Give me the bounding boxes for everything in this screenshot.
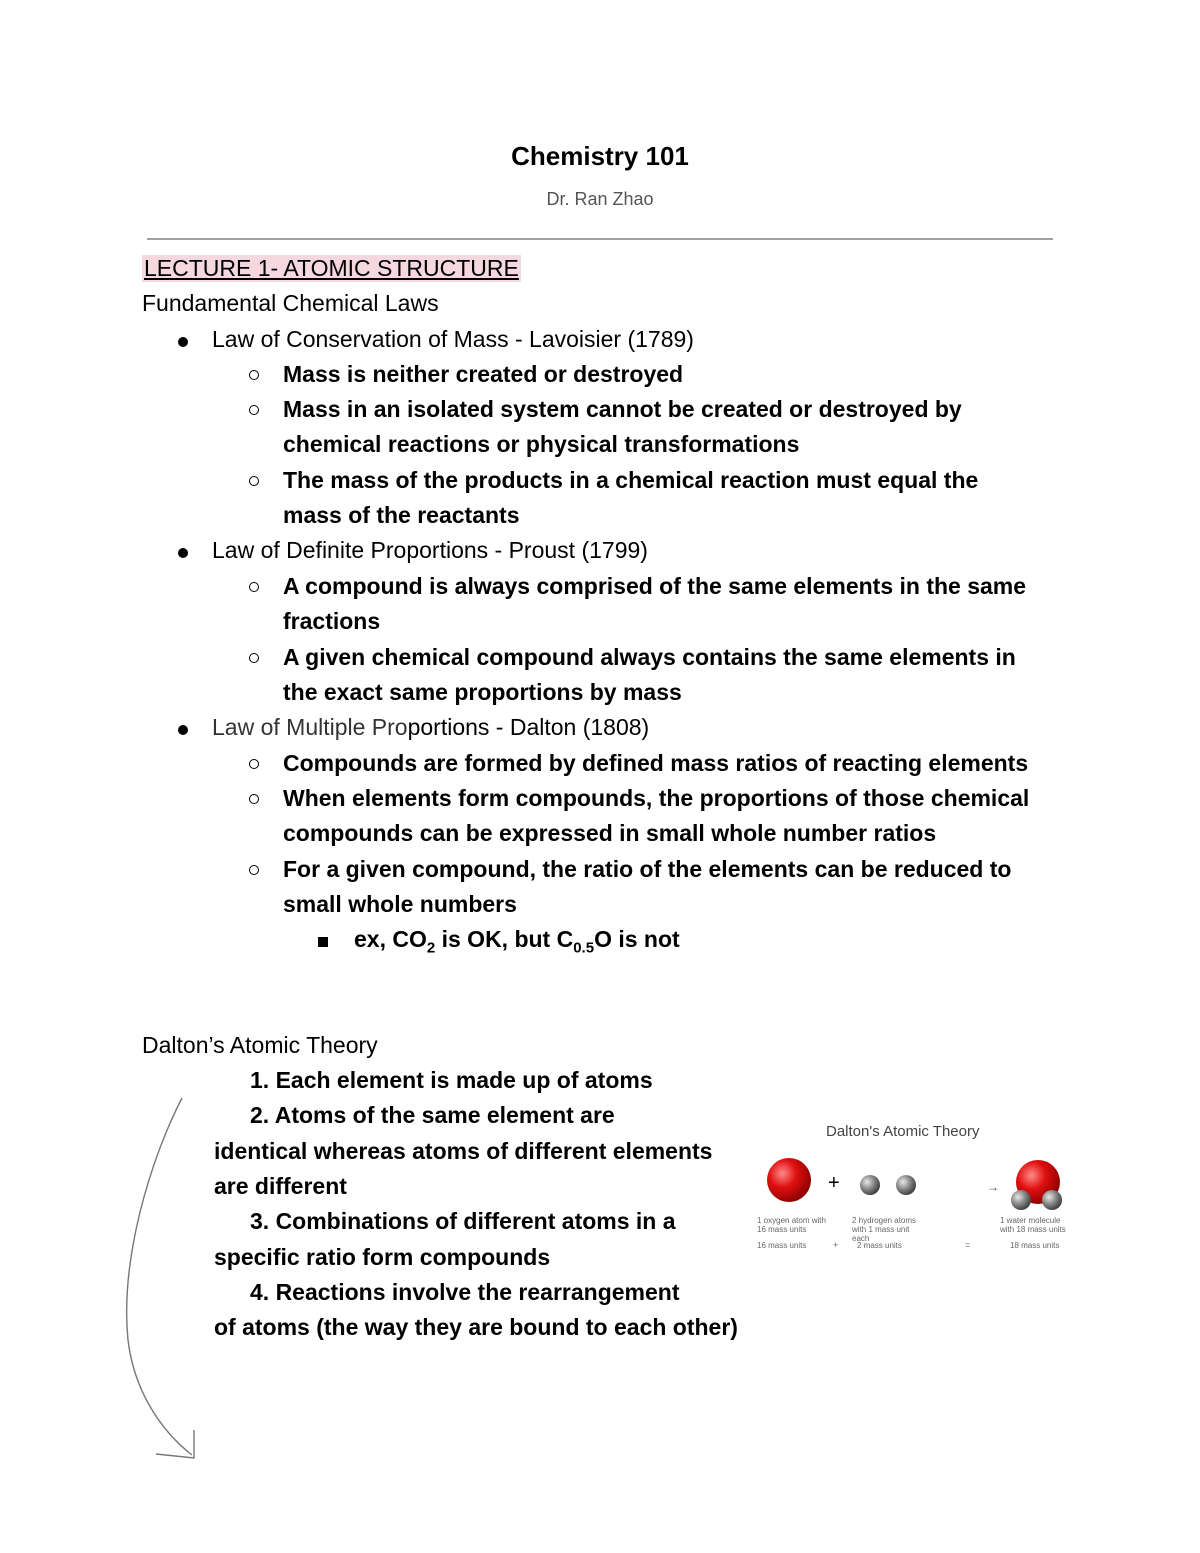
square-bullet-icon <box>318 937 328 947</box>
water-hydrogen-atom <box>1011 1190 1031 1210</box>
bullet-icon <box>178 548 188 558</box>
section-heading: Fundamental Chemical Laws <box>142 290 439 316</box>
water-label: 1 water molecule with 18 mass units <box>1000 1216 1066 1234</box>
list-item: The mass of the products in a chemical reaction must equal the <box>283 467 979 493</box>
bullet-icon <box>249 865 259 875</box>
example-line: ex, $CO_2$ is OK, but $C_{0.5}O$ is not <box>354 926 680 957</box>
law-title: Law of Definite Proportions - Proust (1799) <box>212 537 648 563</box>
list-item: the exact same proportions by mass <box>283 679 682 705</box>
lecture-title: LECTURE 1- ATOMIC STRUCTURE <box>144 255 519 281</box>
list-item: A compound is always comprised of the same elements in the same <box>283 573 1027 599</box>
plus-sign-small: + <box>833 1240 839 1250</box>
hydrogen-label: 2 hydrogen atoms with 1 mass unit each <box>852 1216 917 1243</box>
bullet-icon <box>249 370 259 380</box>
bullet-icon <box>249 794 259 804</box>
hand-drawn-arrow-icon <box>120 1090 220 1480</box>
figure-title: Dalton's Atomic Theory <box>826 1123 980 1140</box>
list-item: Mass is neither created or destroyed <box>283 361 684 387</box>
oxygen-atom <box>767 1158 811 1202</box>
list-item: Compounds are formed by defined mass ratios of reacting elements <box>283 750 1029 776</box>
list-item: mass of the reactants <box>283 502 520 528</box>
hydrogen-atom <box>896 1175 916 1195</box>
list-item: When elements form compounds, the proportions of those chemical <box>283 785 1030 811</box>
list-item: A given chemical compound always contains the same elements in <box>283 644 1016 670</box>
law-title <box>212 710 649 745</box>
list-item: Mass in an isolated system cannot be created or destroyed by <box>283 396 962 422</box>
bullet-icon <box>249 653 259 663</box>
numbered-item: identical whereas atoms of different elements <box>214 1138 713 1164</box>
numbered-item: are different <box>214 1173 347 1199</box>
bullet-icon <box>178 337 188 347</box>
bullet-icon <box>249 582 259 592</box>
bullet-icon <box>249 759 259 769</box>
author: Dr. Ran Zhao <box>546 189 654 209</box>
divider <box>147 238 1053 240</box>
law-title-rest: portions - Dalton (1808) <box>407 714 650 740</box>
bullet-icon <box>178 725 188 735</box>
section-heading: Dalton’s Atomic Theory <box>142 1032 378 1058</box>
list-item: For a given compound, the ratio of the elements can be reduced to <box>283 856 1012 882</box>
molecule-diagram <box>755 1150 1075 1210</box>
list-item: chemical reactions or physical transformations <box>283 431 800 457</box>
page-title: Chemistry 101 <box>511 141 689 171</box>
water-hydrogen-atom <box>1042 1190 1062 1210</box>
numbered-item: 4. Reactions involve the rearrangement <box>250 1279 680 1305</box>
oxygen-mass: 16 mass units <box>757 1241 807 1250</box>
numbered-item: specific ratio form compounds <box>214 1244 551 1270</box>
arrow-icon: → <box>987 1180 999 1194</box>
law-title-light: Law of Multiple Pro <box>212 714 408 740</box>
hydrogen-atom <box>860 1175 880 1195</box>
law-title: Law of Conservation of Mass - Lavoisier (1789) <box>212 326 694 352</box>
oxygen-label: 1 oxygen atom with 16 mass units <box>757 1216 826 1234</box>
list-item: small whole numbers <box>283 891 517 917</box>
numbered-item: 2. Atoms of the same element are <box>250 1102 615 1128</box>
water-mass: 18 mass units <box>1010 1241 1060 1250</box>
numbered-item: 1. Each element is made up of atoms <box>250 1067 653 1093</box>
numbered-item: of atoms (the way they are bound to each other) <box>214 1314 738 1340</box>
plus-sign: + <box>828 1172 840 1194</box>
equals-sign: = <box>965 1240 971 1250</box>
list-item: fractions <box>283 608 381 634</box>
bullet-icon <box>249 476 259 486</box>
hydrogen-mass: 2 mass units <box>857 1241 902 1250</box>
list-item: compounds can be expressed in small whole number ratios <box>283 820 937 846</box>
numbered-item: 3. Combinations of different atoms in a <box>250 1208 676 1234</box>
bullet-icon <box>249 405 259 415</box>
